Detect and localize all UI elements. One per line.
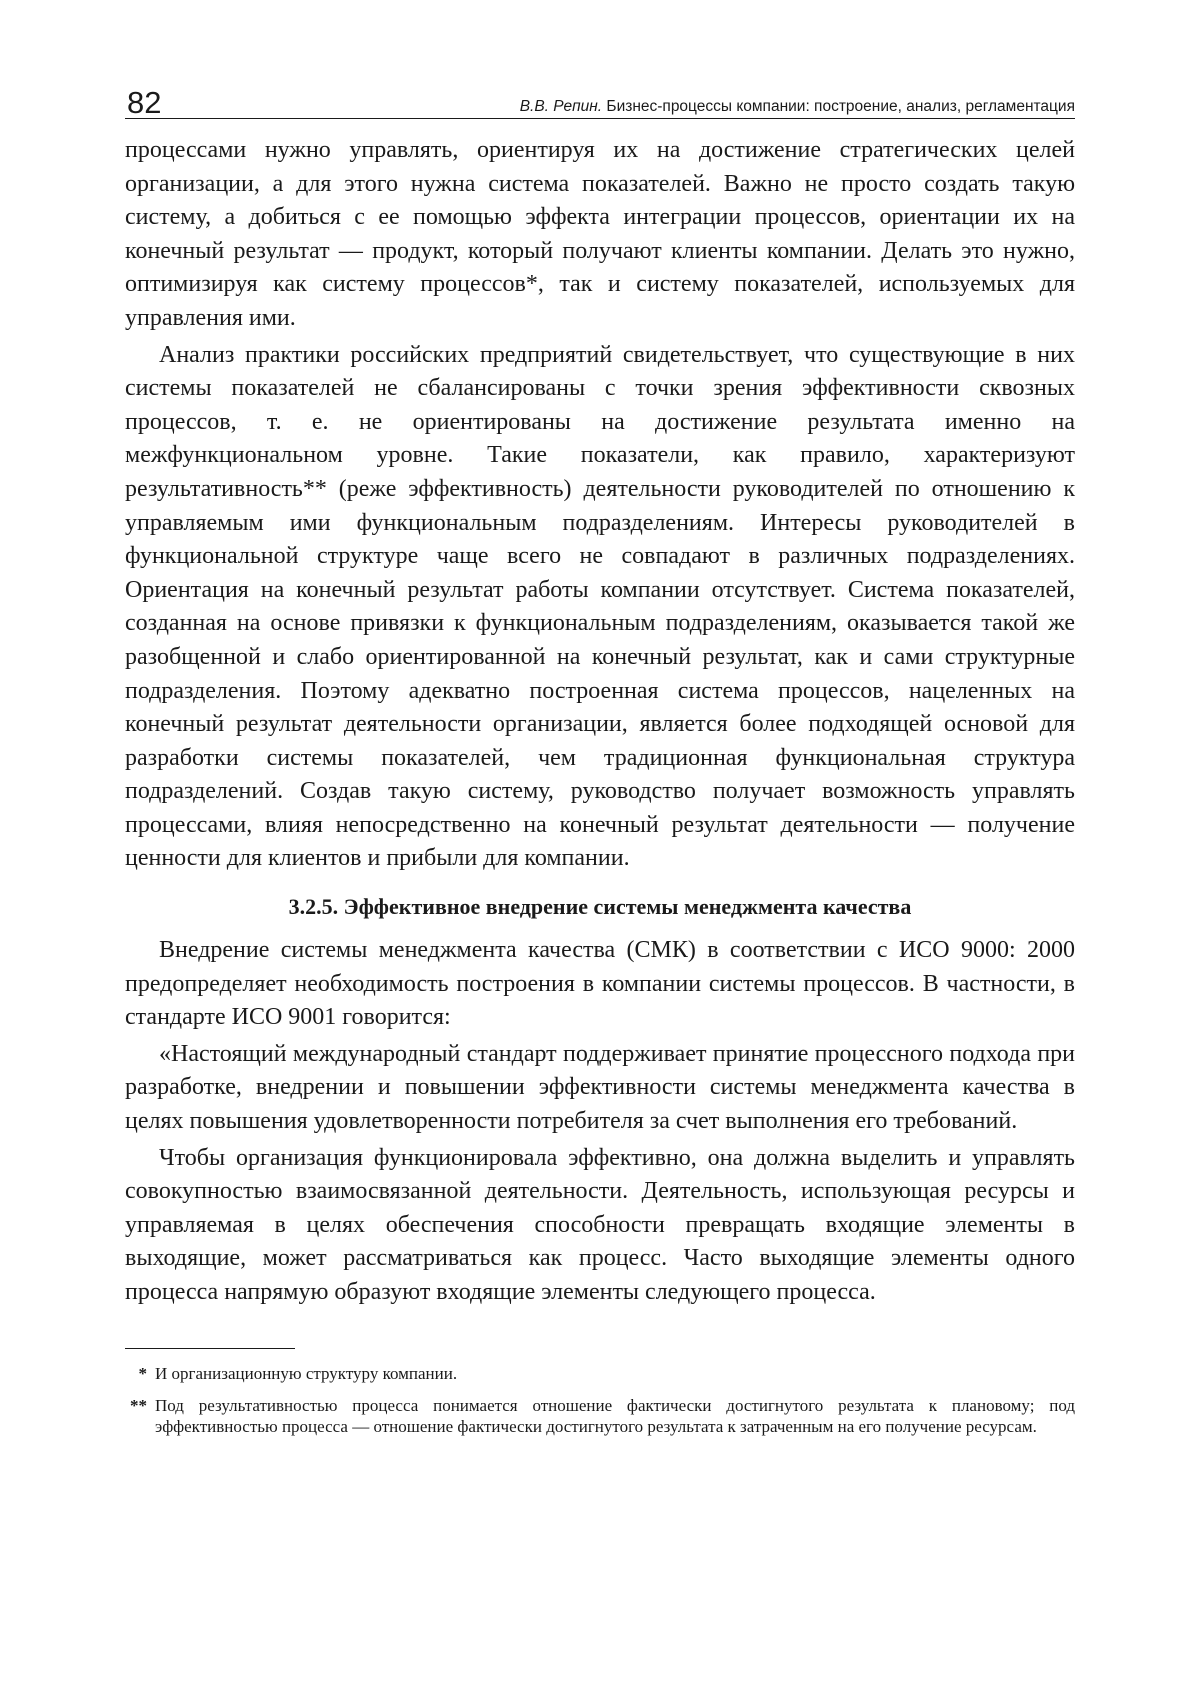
book-page	[125, 70, 1075, 1448]
page-number: 82	[127, 85, 162, 120]
running-header	[125, 70, 1075, 119]
paragraph-5: Чтобы организация функционировала эффективно, она должна выделить и управлять совокупностью взаимосвязанной деятельности. Деятельность, использующая ресурсы и управляемая в целях обеспечения способности превращать входящие элементы в выходящие, может рассматриваться как процесс. Часто выходящие элементы одного процесса напрямую образуют входящие элементы следующего процесса.	[125, 1144, 1075, 1305]
header-book-title: Бизнес-процессы компании: построение, анализ, регламентация	[606, 97, 1075, 115]
paragraph-2: Анализ практики российских предприятий свидетельствует, что существующие в них системы показателей не сбалансированы с точки зрения эффективности сквозных процессов, т. е. не ориентированы на достижение результата именно на межфункциональном уровне. Такие показатели, как правило, характеризуют результативность** (реже эффективность) деятельности руководителей по отношению к управляемым ими функциональным подразделениям. Интересы руководителей в функциональной структуре чаще всего не совпадают в различных подразделениях. Ориентация на конечный результат работы компании отсутствует. Система показателей, созданная на основе привязки к функциональным подразделениям, оказывается такой же разобщенной и слабо ориентированной на конечный результат, как и сами структурные подразделения. Поэтому адекватно построенная система процессов, нацеленных на конечный результат деятельности организации, является более подходящей основой для разработки системы показателей, чем традиционная функциональная структура подразделений. Создав такую систему, руководство получает возможность управлять процессами, влияя непосредственно на конечный результат деятельности — получение ценности для клиентов и прибыли для компании.	[125, 341, 1075, 872]
footnote-mark: *	[138, 1363, 147, 1383]
section-heading: 3.2.5. Эффективное внедрение системы менеджмента качества	[288, 894, 912, 920]
running-header-title	[520, 99, 1075, 115]
footnote-divider	[125, 1348, 295, 1349]
paragraph-1: процессами нужно управлять, ориентируя их на достижение стратегических целей организации, а для этого нужна система показателей. Важно не просто создать такую систему, а добиться с ее помощью эффекта интеграции процессов, ориентации их на конечный результат — продукт, который получают клиенты компании. Делать это нужно, оптимизируя как систему процессов*, так и систему показателей, используемых для управления ими.	[125, 137, 1075, 331]
footnote-mark: **	[130, 1395, 147, 1415]
footnote-1	[125, 1363, 1075, 1384]
main-text	[125, 134, 1075, 1310]
paragraph-3: Внедрение системы менеджмента качества (СМК) в соответствии с ИСО 9000: 2000 предопределяет необходимость построения в компании системы процессов. В частности, в стандарте ИСО 9001 говорится:	[125, 937, 1075, 1031]
header-author: В.В. Репин.	[519, 97, 603, 115]
footnote-2	[125, 1395, 1075, 1437]
footnote-text: Под результативностью процесса понимается отношение фактически достигнутого результата к плановому; под эффективностью процесса — отношение фактически достигнутого результата к затраченным на его получение ресурсам.	[155, 1395, 1075, 1436]
paragraph-4-quote: «Настоящий международный стандарт поддерживает принятие процессного подхода при разработке, внедрении и повышении эффективности системы менеджмента качества в целях повышения удовлетворенности потребителя за счет выполнения его требований.	[125, 1040, 1075, 1135]
footnote-text: И организационную структуру компании.	[155, 1363, 458, 1383]
footnotes	[125, 1363, 1075, 1437]
